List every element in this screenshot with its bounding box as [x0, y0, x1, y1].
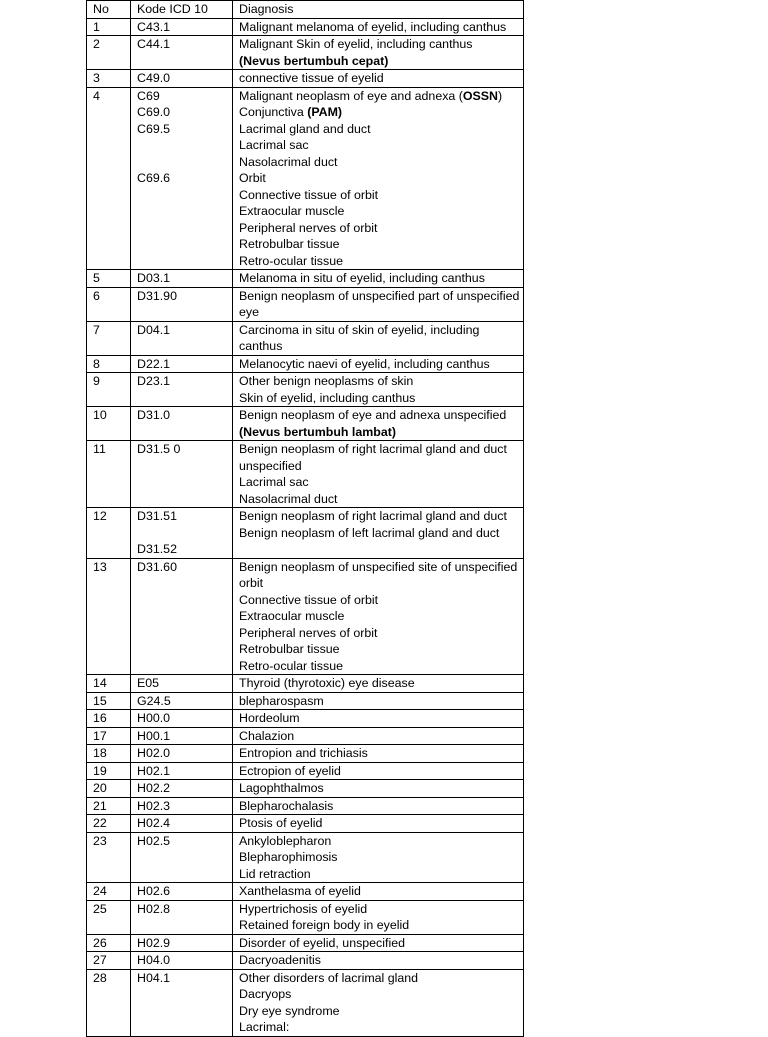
icd-code: C43.1: [137, 19, 171, 34]
row-number: 22: [87, 815, 131, 833]
diagnosis-line: [239, 36, 520, 53]
diagnosis-text: Connective tissue of orbit: [239, 187, 379, 202]
diagnosis-text: Blepharochalasis: [239, 798, 334, 813]
diagnosis-line: [239, 203, 520, 220]
diagnosis-text: Orbit: [239, 171, 266, 185]
row-number: 10: [87, 407, 131, 441]
icd-code-cell: [131, 36, 233, 70]
icd-code: C69.6: [137, 171, 171, 185]
table-row: [87, 373, 524, 407]
diagnosis-line: [239, 53, 520, 70]
diagnosis-line: [239, 763, 520, 780]
diagnosis-cell: [233, 87, 524, 270]
icd-code-cell: [131, 710, 233, 728]
diagnosis-line: [239, 19, 520, 36]
diagnosis-text: Benign neoplasm of right lacrimal gland and duct: [239, 509, 507, 523]
diagnosis-line: [239, 137, 520, 154]
table-row: [87, 407, 524, 441]
diagnosis-text: Ankyloblepharon: [239, 833, 332, 848]
diagnosis-cell: [233, 355, 524, 373]
table-row: [87, 934, 524, 952]
diagnosis-text: Connective tissue of orbit: [239, 592, 379, 607]
diagnosis-text: Hordeolum: [239, 711, 300, 725]
diagnosis-cell: [233, 508, 524, 559]
row-number: 16: [87, 710, 131, 728]
icd-code-cell: [131, 675, 233, 693]
diagnosis-text: Carcinoma in situ of skin of eyelid, including canthus: [239, 322, 480, 353]
icd-code: D04.1: [137, 322, 171, 337]
diagnosis-cell: [233, 797, 524, 815]
icd-code: H02.1: [137, 763, 171, 778]
icd-code-cell: [131, 762, 233, 780]
diagnosis-line: [239, 559, 520, 592]
icd-code-cell: [131, 407, 233, 441]
diagnosis-line: [239, 407, 520, 440]
table-row: [87, 780, 524, 798]
icd-code: C44.1: [137, 37, 171, 51]
icd-code-cell: [131, 441, 233, 508]
icd-code: D03.1: [137, 271, 171, 285]
diagnosis-text: Benign neoplasm of eye and adnexa unspecified: [239, 408, 507, 422]
icd-code-cell: [131, 321, 233, 355]
diagnosis-cell: [233, 934, 524, 952]
table-row: [87, 321, 524, 355]
diagnosis-note-bold: (Nevus bertumbuh lambat): [239, 424, 396, 439]
diagnosis-line: [239, 1003, 520, 1020]
icd-code: H02.3: [137, 798, 171, 813]
icd-code: H04.1: [137, 970, 171, 985]
diagnosis-cell: [233, 745, 524, 763]
diagnosis-line: [239, 710, 520, 727]
diagnosis-note-bold: (Nevus bertumbuh cepat): [239, 53, 389, 68]
diagnosis-line: [239, 121, 520, 138]
row-number: 6: [87, 287, 131, 321]
icd-code: D31.0: [137, 408, 171, 422]
table-row: [87, 355, 524, 373]
diagnosis-line: [239, 70, 520, 87]
diagnosis-line: [239, 658, 520, 675]
diagnosis-line: [239, 866, 520, 883]
diagnosis-text: Thyroid (thyrotoxic) eye disease: [239, 676, 415, 690]
diagnosis-line: [239, 288, 520, 321]
diagnosis-text: Lacrimal:: [239, 1020, 290, 1034]
diagnosis-cell: [233, 558, 524, 675]
row-number: 24: [87, 883, 131, 901]
diagnosis-text: Retained foreign body in eyelid: [239, 918, 410, 932]
icd-code-cell: [131, 692, 233, 710]
icd-code-cell: [131, 900, 233, 934]
diagnosis-cell: [233, 727, 524, 745]
icd-code-cell: [131, 934, 233, 952]
icd-code: C49.0: [137, 71, 171, 85]
diagnosis-line: [239, 675, 520, 692]
diagnosis-text: Dacryoadenitis: [239, 953, 321, 967]
diagnosis-cell: [233, 321, 524, 355]
row-number: 14: [87, 675, 131, 693]
diagnosis-text: Blepharophimosis: [239, 850, 338, 864]
diagnosis-text: Retrobulbar tissue: [239, 642, 340, 656]
table-row: [87, 18, 524, 36]
diagnosis-text: Dacryops: [239, 987, 292, 1001]
diagnosis-line: [239, 220, 520, 237]
diagnosis-line: [239, 356, 520, 373]
diagnosis-cell: [233, 373, 524, 407]
table-row: [87, 692, 524, 710]
icd-code-cell: [131, 355, 233, 373]
icd-code-cell: [131, 508, 233, 559]
diagnosis-line: [239, 441, 520, 474]
icd-code: H00.0: [137, 711, 171, 725]
icd-code: H04.0: [137, 953, 171, 967]
diagnosis-text: Benign neoplasm of left lacrimal gland and duct: [239, 525, 500, 540]
diagnosis-cell: [233, 692, 524, 710]
diagnosis-cell: [233, 900, 524, 934]
diagnosis-text: Malignant melanoma of eyelid, including canthus: [239, 19, 507, 34]
table-row: [87, 797, 524, 815]
diagnosis-line: [239, 901, 520, 918]
diagnosis-line: [239, 154, 520, 171]
row-number: 28: [87, 969, 131, 1036]
diagnosis-line: [239, 491, 520, 508]
diagnosis-text: Extraocular muscle: [239, 609, 345, 623]
diagnosis-cell: [233, 883, 524, 901]
diagnosis-line: [239, 917, 520, 934]
diagnosis-text: Other benign neoplasms of skin: [239, 374, 414, 388]
diagnosis-text: blepharospasm: [239, 693, 324, 708]
table-row: [87, 558, 524, 675]
table-row: [87, 87, 524, 270]
diagnosis-line: [239, 373, 520, 390]
table-row: [87, 675, 524, 693]
icd-code-cell: [131, 952, 233, 970]
diagnosis-line: [239, 608, 520, 625]
diagnosis-line: [239, 883, 520, 900]
icd-code: H02.6: [137, 884, 171, 898]
diagnosis-line: [239, 322, 520, 355]
diagnosis-text: Chalazion: [239, 728, 295, 743]
row-number: 9: [87, 373, 131, 407]
row-number: 25: [87, 900, 131, 934]
row-number: 23: [87, 832, 131, 883]
diagnosis-line: [239, 970, 520, 987]
row-number: 21: [87, 797, 131, 815]
diagnosis-line: [239, 833, 520, 850]
icd-code-cell: [131, 373, 233, 407]
diagnosis-text: Benign neoplasm of right lacrimal gland and duct unspecified: [239, 442, 507, 473]
row-number: 17: [87, 727, 131, 745]
diagnosis-line: [239, 745, 520, 762]
icd-diagnosis-table: [86, 0, 524, 1037]
diagnosis-line: [239, 104, 520, 121]
row-number: 5: [87, 270, 131, 288]
diagnosis-line: [239, 592, 520, 609]
diagnosis-text: Skin of eyelid, including canthus: [239, 390, 416, 405]
diagnosis-text: ): [498, 88, 503, 103]
icd-code-cell: [131, 558, 233, 675]
diagnosis-text: Retrobulbar tissue: [239, 237, 340, 251]
icd-code-cell: [131, 270, 233, 288]
icd-code: H02.2: [137, 781, 171, 795]
diagnosis-text: Ptosis of eyelid: [239, 816, 323, 830]
row-number: 15: [87, 692, 131, 710]
diagnosis-text: Malignant Skin of eyelid, including canthus: [239, 37, 473, 51]
row-number: 20: [87, 780, 131, 798]
icd-code-cell: [131, 969, 233, 1036]
diagnosis-cell: [233, 710, 524, 728]
diagnosis-cell: [233, 270, 524, 288]
row-number: 1: [87, 18, 131, 36]
diagnosis-cell: [233, 952, 524, 970]
diagnosis-cell: [233, 675, 524, 693]
diagnosis-text: Hypertrichosis of eyelid: [239, 901, 368, 916]
diagnosis-cell: [233, 36, 524, 70]
diagnosis-text: Retro-ocular tissue: [239, 253, 343, 268]
diagnosis-line: [239, 1019, 520, 1036]
icd-code: G24.5: [137, 693, 171, 708]
icd-code: D31.51: [137, 509, 177, 523]
table-row: [87, 508, 524, 559]
icd-code-cell: [131, 287, 233, 321]
diagnosis-line: [239, 253, 520, 270]
diagnosis-cell: [233, 18, 524, 36]
diagnosis-text: Lacrimal sac: [239, 138, 309, 152]
header-no: No: [87, 1, 131, 19]
diagnosis-text: Lid retraction: [239, 866, 311, 881]
diagnosis-note-bold: (PAM): [307, 105, 343, 119]
icd-code-cell: [131, 797, 233, 815]
icd-code: H02.8: [137, 901, 171, 916]
diagnosis-line: [239, 170, 520, 187]
row-number: 26: [87, 934, 131, 952]
diagnosis-text: Lacrimal sac: [239, 475, 309, 489]
row-number: 4: [87, 87, 131, 270]
row-number: 13: [87, 558, 131, 675]
icd-code: D31.90: [137, 288, 177, 303]
diagnosis-text: Nasolacrimal duct: [239, 491, 338, 506]
diagnosis-text: Conjunctiva: [239, 105, 308, 119]
table-row: [87, 969, 524, 1036]
table-row: [87, 36, 524, 70]
table-row: [87, 70, 524, 88]
diagnosis-cell: [233, 407, 524, 441]
icd-code-cell: [131, 883, 233, 901]
diagnosis-note-bold: OSSN: [462, 88, 498, 103]
icd-code: C69.5: [137, 121, 171, 136]
diagnosis-text: Melanocytic naevi of eyelid, including canthus: [239, 356, 490, 371]
table-row: [87, 270, 524, 288]
icd-code: H00.1: [137, 728, 171, 743]
diagnosis-cell: [233, 832, 524, 883]
diagnosis-text: Nasolacrimal duct: [239, 154, 338, 169]
diagnosis-cell: [233, 762, 524, 780]
diagnosis-text: Peripheral nerves of orbit: [239, 220, 378, 235]
diagnosis-cell: [233, 815, 524, 833]
icd-code: H02.4: [137, 816, 171, 830]
diagnosis-text: Melanoma in situ of eyelid, including canthus: [239, 271, 485, 285]
row-number: 18: [87, 745, 131, 763]
diagnosis-text: Peripheral nerves of orbit: [239, 625, 378, 640]
icd-code-cell: [131, 780, 233, 798]
diagnosis-line: [239, 474, 520, 491]
row-number: 3: [87, 70, 131, 88]
diagnosis-line: [239, 986, 520, 1003]
diagnosis-text: Extraocular muscle: [239, 204, 345, 218]
icd-code-cell: [131, 815, 233, 833]
diagnosis-text: Ectropion of eyelid: [239, 763, 341, 778]
diagnosis-line: [239, 728, 520, 745]
row-number: 12: [87, 508, 131, 559]
table-row: [87, 710, 524, 728]
icd-code-cell: [131, 18, 233, 36]
icd-code-cell: [131, 70, 233, 88]
diagnosis-cell: [233, 969, 524, 1036]
table-row: [87, 441, 524, 508]
diagnosis-line: [239, 815, 520, 832]
diagnosis-text: Entropion and trichiasis: [239, 746, 368, 760]
table-row: [87, 762, 524, 780]
table-header-row: [87, 1, 524, 19]
icd-code-cell: [131, 727, 233, 745]
icd-code-cell: [131, 832, 233, 883]
diagnosis-text: Benign neoplasm of unspecified site of unspecified orbit: [239, 559, 518, 590]
icd-code-cell: [131, 87, 233, 270]
table-row: [87, 900, 524, 934]
table-row: [87, 952, 524, 970]
row-number: 11: [87, 441, 131, 508]
icd-code: H02.5: [137, 833, 171, 848]
icd-code: D22.1: [137, 356, 171, 371]
table-row: [87, 745, 524, 763]
icd-code: D31.5 0: [137, 442, 181, 456]
table-row: [87, 883, 524, 901]
diagnosis-line: [239, 270, 520, 287]
diagnosis-line: [239, 849, 520, 866]
diagnosis-cell: [233, 287, 524, 321]
icd-code: H02.0: [137, 746, 171, 760]
diagnosis-text: Dry eye syndrome: [239, 1003, 340, 1018]
icd-code: C69.0: [137, 105, 171, 119]
diagnosis-line: [239, 780, 520, 797]
icd-code: D31.60: [137, 559, 177, 574]
diagnosis-line: [239, 390, 520, 407]
diagnosis-cell: [233, 441, 524, 508]
diagnosis-text: Other disorders of lacrimal gland: [239, 970, 419, 985]
icd-code-cell: [131, 745, 233, 763]
diagnosis-line: [239, 88, 520, 105]
diagnosis-text: Disorder of eyelid, unspecified: [239, 935, 405, 950]
table-row: [87, 287, 524, 321]
diagnosis-line: [239, 525, 520, 542]
table-row: [87, 815, 524, 833]
table-row: [87, 727, 524, 745]
icd-code: D23.1: [137, 374, 171, 388]
diagnosis-text: Retro-ocular tissue: [239, 658, 343, 673]
diagnosis-line: [239, 236, 520, 253]
diagnosis-line: [239, 935, 520, 952]
diagnosis-text: Benign neoplasm of unspecified part of unspecified eye: [239, 288, 520, 319]
diagnosis-text: Lagophthalmos: [239, 781, 324, 795]
diagnosis-cell: [233, 70, 524, 88]
row-number: 27: [87, 952, 131, 970]
row-number: 7: [87, 321, 131, 355]
diagnosis-line: [239, 508, 520, 525]
diagnosis-line: [239, 693, 520, 710]
icd-code: C69: [137, 88, 160, 103]
diagnosis-cell: [233, 780, 524, 798]
diagnosis-text: Lacrimal gland and duct: [239, 121, 371, 136]
icd-code: D31.52: [137, 542, 177, 556]
diagnosis-text: Xanthelasma of eyelid: [239, 884, 361, 898]
diagnosis-text: Malignant neoplasm of eye and adnexa (: [239, 88, 463, 103]
diagnosis-line: [239, 952, 520, 969]
table-row: [87, 832, 524, 883]
diagnosis-line: [239, 798, 520, 815]
row-number: 19: [87, 762, 131, 780]
icd-code: H02.9: [137, 935, 171, 950]
diagnosis-text: connective tissue of eyelid: [239, 71, 384, 85]
row-number: 2: [87, 36, 131, 70]
icd-code: E05: [137, 676, 160, 690]
row-number: 8: [87, 355, 131, 373]
diagnosis-line: [239, 625, 520, 642]
diagnosis-line: [239, 187, 520, 204]
diagnosis-line: [239, 641, 520, 658]
header-icd-code: Kode ICD 10: [131, 1, 233, 19]
header-diagnosis: Diagnosis: [233, 1, 524, 19]
